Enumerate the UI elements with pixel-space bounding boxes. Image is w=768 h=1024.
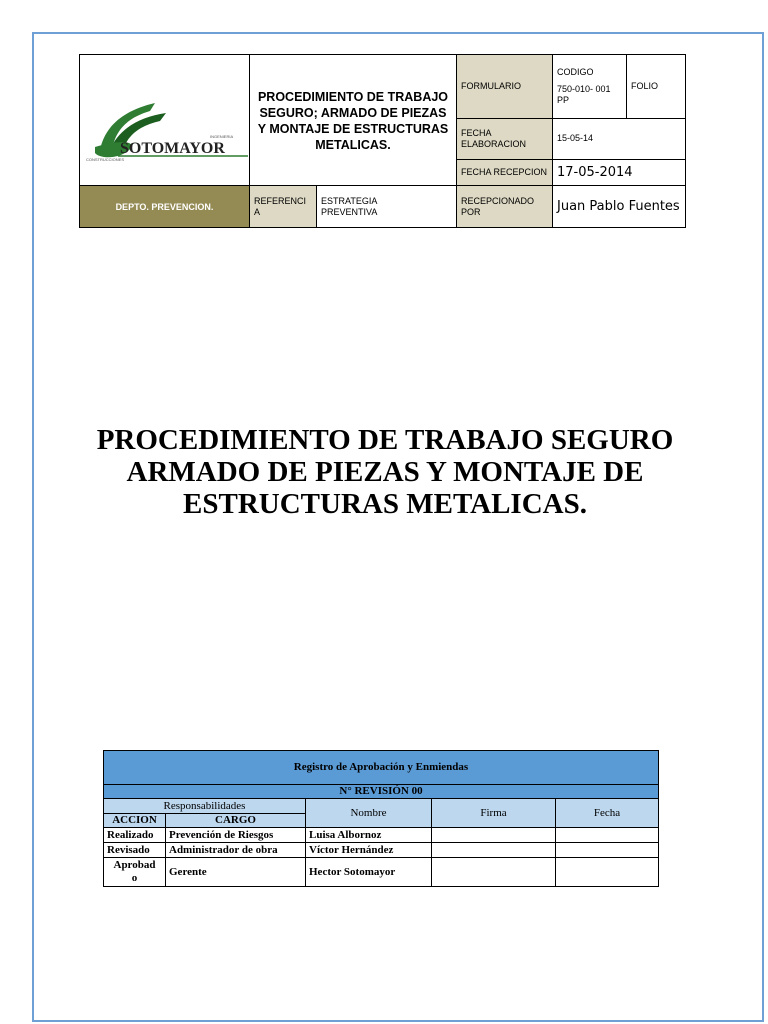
company-logo-cell — [80, 55, 250, 186]
folio-label: FOLIO — [627, 55, 686, 119]
firma-header: Firma — [432, 799, 556, 828]
table-row — [104, 828, 659, 843]
logo-brand: SOTOMAYOR — [120, 140, 225, 157]
fecha-recepcion-value: 17-05-2014 — [553, 159, 686, 185]
depto-label: DEPTO. PREVENCION. — [80, 186, 250, 228]
nombre-cell: Hector Sotomayor — [306, 858, 432, 887]
fecha-elaboracion-label: FECHA ELABORACION — [457, 118, 553, 159]
fecha-header: Fecha — [556, 799, 659, 828]
cargo-cell: Prevención de Riesgos — [166, 828, 306, 843]
table-row — [104, 843, 659, 858]
recepcionado-label: RECEPCIONADO POR — [457, 186, 553, 228]
cargo-cell: Administrador de obra — [166, 843, 306, 858]
firma-cell — [432, 858, 556, 887]
approval-title: Registro de Aprobación y Enmiendas — [104, 751, 659, 785]
formulario-label: FORMULARIO — [457, 55, 553, 119]
header-title: PROCEDIMIENTO DE TRABAJO SEGURO; ARMADO DE PIEZAS Y MONTAJE DE ESTRUCTURAS METALICAS. — [250, 55, 457, 186]
accion-header: ACCION — [104, 814, 166, 828]
accion-cell: Realizado — [104, 828, 166, 843]
logo-tagline-bottom: CONSTRUCCIONES — [86, 157, 125, 162]
nombre-header: Nombre — [306, 799, 432, 828]
recepcionado-value: Juan Pablo Fuentes — [553, 186, 686, 228]
cargo-header: CARGO — [166, 814, 306, 828]
cargo-cell: Gerente — [166, 858, 306, 887]
firma-cell — [432, 843, 556, 858]
firma-cell — [432, 828, 556, 843]
fecha-cell — [556, 828, 659, 843]
fecha-cell — [556, 843, 659, 858]
estrategia-value: ESTRATEGIA PREVENTIVA — [317, 186, 457, 228]
fecha-cell — [556, 858, 659, 887]
referencia-label: REFERENCI A — [250, 186, 317, 228]
approval-table — [103, 750, 659, 887]
accion-cell: Aprobad o — [104, 858, 166, 887]
fecha-elaboracion-value: 15-05-14 — [553, 118, 686, 159]
accion-cell: Revisado — [104, 843, 166, 858]
codigo-cell: CODIGO 750-010- 001 PP — [553, 55, 627, 119]
revision-label: N° REVISIÓN 00 — [104, 785, 659, 799]
responsabilidades-header: Responsabilidades — [104, 799, 306, 814]
document-header-table — [79, 54, 686, 228]
document-main-title: PROCEDIMIENTO DE TRABAJO SEGURO ARMADO DE PIEZAS Y MONTAJE DE ESTRUCTURAS METALICAS. — [96, 424, 674, 520]
nombre-cell: Víctor Hernández — [306, 843, 432, 858]
nombre-cell: Luisa Albornoz — [306, 828, 432, 843]
table-row — [104, 858, 659, 887]
logo-tagline-top: INGENIERIA — [210, 134, 234, 139]
sotomayor-logo — [80, 55, 250, 185]
fecha-recepcion-label: FECHA RECEPCION — [457, 159, 553, 185]
